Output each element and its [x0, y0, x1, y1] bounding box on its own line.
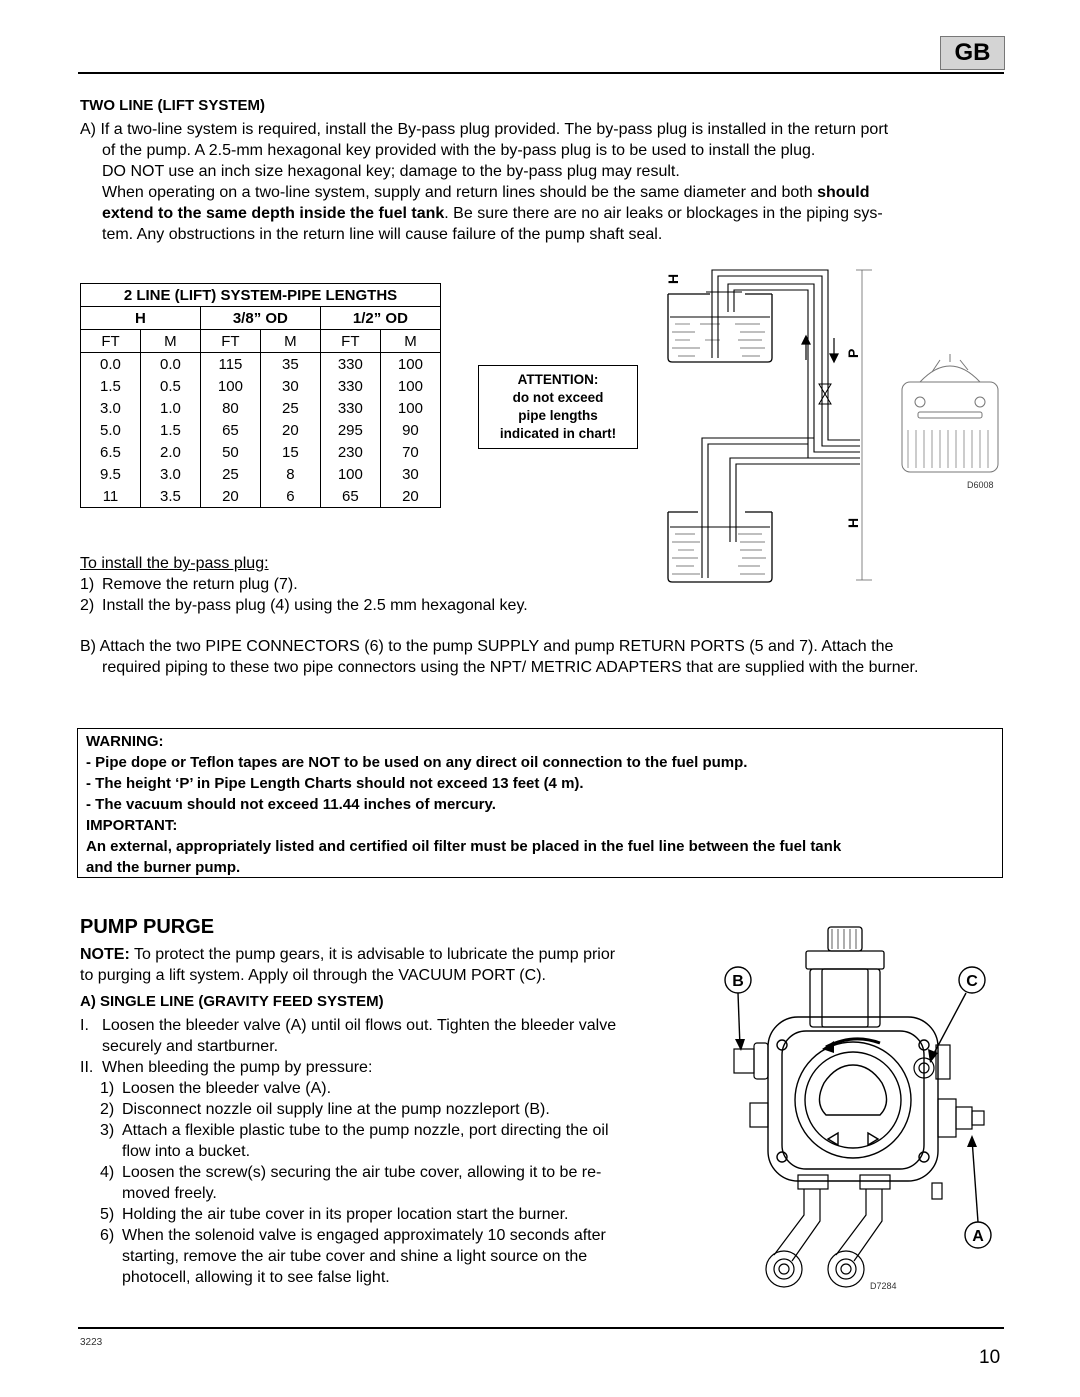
bleed-step-line-1: Loosen the bleeder valve (A). [122, 1080, 332, 1097]
bleed-step-text [122, 1078, 331, 1099]
pipe-table-cell: 15 [260, 441, 320, 463]
para-a-line-5a: extend to the same depth inside the fuel tank [102, 205, 445, 222]
attention-line-4: indicated in chart! [499, 426, 617, 441]
pipe-table-cell: 6.5 [81, 441, 141, 463]
single-line-heading: A) SINGLE LINE (GRAVITY FEED SYSTEM) [80, 993, 384, 1010]
bypass-step-1 [80, 574, 528, 595]
pipe-table-row [81, 463, 441, 485]
bleed-step [100, 1225, 700, 1267]
bleed-step-text [122, 1162, 601, 1204]
pipe-table-row [81, 375, 441, 397]
bypass-section [80, 553, 528, 616]
bypass-heading: To install the by-pass plug: [80, 555, 269, 572]
bleed-step-line-1: Disconnect nozzle oil supply line at the pump nozzleport (B). [122, 1101, 550, 1118]
para-a-line-5 [80, 203, 1010, 224]
para-a-line-3: DO NOT use an inch size hexagonal key; damage to the by-pass plug may result. [102, 163, 680, 180]
para-b [80, 636, 1010, 678]
callout-c-label: C [966, 973, 978, 990]
pipe-table-cell: 100 [380, 353, 440, 376]
bleed-step-text [122, 1099, 550, 1120]
pipe-table-cell: 295 [320, 419, 380, 441]
top-rule [78, 72, 1004, 74]
pipe-table-cell: 35 [260, 353, 320, 376]
para-a-line-4 [80, 182, 1010, 203]
vacuum-port [914, 1045, 950, 1079]
para-a-line-6: tem. Any obstructions in the return line will cause failure of the pump shaft seal. [102, 226, 663, 243]
unit-cell: M [380, 330, 440, 353]
pipe-table-38-header: 3/8” OD [200, 307, 320, 330]
bleed-step-line-2: starting, remove the air tube cover and shine a light source on the [122, 1248, 588, 1265]
language-badge: GB [940, 36, 1005, 70]
pipe-table-cell: 50 [200, 441, 260, 463]
two-line-heading: TWO LINE (LIFT SYSTEM) [80, 97, 265, 114]
pipe-table-row [81, 353, 441, 376]
pipe-table-cell: 3.0 [140, 463, 200, 485]
bleed-step [100, 1204, 700, 1225]
bleed-step-text [122, 1267, 390, 1288]
warning-box [77, 728, 1003, 878]
note-line-1 [80, 944, 700, 965]
pipe-table-cell: 11 [81, 485, 141, 508]
step-i [80, 1015, 700, 1036]
diagram1-code: D6008 [967, 480, 994, 490]
pipe-table-cell: 25 [260, 397, 320, 419]
unit-cell: FT [200, 330, 260, 353]
unit-cell: FT [81, 330, 141, 353]
pipe-table-cell: 100 [320, 463, 380, 485]
pipe-table-title: 2 LINE (LIFT) SYSTEM-PIPE LENGTHS [81, 284, 441, 307]
pump-purge-note [80, 944, 700, 986]
pipe-table-cell: 2.0 [140, 441, 200, 463]
para-a-line-4a: When operating on a two-line system, supply and return lines should be the same diameter and both [102, 184, 818, 201]
pipe-table-cell: 80 [200, 397, 260, 419]
pipe-table-cell: 330 [320, 397, 380, 419]
warning-heading: WARNING: [86, 733, 164, 750]
para-a-line-1: A) If a two-line system is required, install the By-pass plug provided. The by-pass plug is installed in the return port [80, 121, 889, 138]
callout-a-arrowhead [967, 1135, 977, 1147]
bypass-step-2-num: 2) [80, 597, 95, 614]
pipe-table-body [81, 353, 441, 508]
pipe-table-cell: 3.0 [81, 397, 141, 419]
warning-item-1: - Pipe dope or Teflon tapes are NOT to be used on any direct oil connection to the fuel pump. [86, 754, 748, 771]
callout-b-label: B [732, 973, 744, 990]
attention-line-3: pipe lengths [518, 408, 598, 423]
pipe-table-cell: 90 [380, 419, 440, 441]
pipe-table-12-header: 1/2” OD [320, 307, 440, 330]
bleed-step-num: 6) [100, 1227, 115, 1244]
pump-sketch [902, 354, 998, 472]
pipe-table-cell: 25 [200, 463, 260, 485]
pipe-table-cell: 1.5 [140, 419, 200, 441]
pipe-table-cell: 30 [260, 375, 320, 397]
page-number: 10 [979, 1347, 1001, 1368]
note-label: NOTE: [80, 946, 130, 963]
nozzle-port [734, 1043, 768, 1127]
pipe-table-cell: 65 [320, 485, 380, 508]
bleed-steps-list [80, 1078, 700, 1288]
pipe-table-cell: 8 [260, 463, 320, 485]
bleeder-valve [932, 1099, 984, 1199]
rotation-arrowhead-icon [822, 1041, 834, 1053]
pipe-table-cell: 0.0 [140, 353, 200, 376]
label-p: P [845, 348, 861, 358]
pipe-table-cell: 230 [320, 441, 380, 463]
lower-tank [668, 512, 772, 582]
pipe-table-cell: 30 [380, 463, 440, 485]
warning-item-2: - The height ‘P’ in Pipe Length Charts should not exceed 13 feet (4 m). [86, 775, 584, 792]
bleed-step-text [122, 1225, 606, 1267]
dimension-lines [856, 270, 872, 580]
warning-item-3: - The vacuum should not exceed 11.44 inches of mercury. [86, 796, 496, 813]
pipe-table-cell: 65 [200, 419, 260, 441]
para-a-line-2: of the pump. A 2.5-mm hexagonal key provided with the by-pass plug is to be used to install the plug. [102, 142, 816, 159]
important-text-2: and the burner pump. [86, 859, 241, 876]
valve-icon [819, 384, 831, 404]
bleed-step-line-1: Attach a flexible plastic tube to the pump nozzle, port directing the oil [122, 1122, 609, 1139]
two-line-paragraph [80, 119, 1010, 245]
lower-pipes [702, 438, 860, 578]
bleed-step-line-2: flow into a bucket. [122, 1143, 251, 1160]
bleed-step-text [122, 1204, 568, 1225]
important-heading: IMPORTANT: [86, 817, 178, 834]
pump-body [768, 1017, 938, 1181]
step-i-line-2: securely and startburner. [102, 1038, 279, 1055]
pipe-table-cell: 0.0 [81, 353, 141, 376]
bleed-step-num: 4) [100, 1164, 115, 1181]
upper-tank [668, 294, 772, 362]
pump-purge-steps [80, 1015, 700, 1288]
pipe-table-cell: 100 [200, 375, 260, 397]
label-h-top: H [665, 273, 681, 284]
pipe-table-cell: 0.5 [140, 375, 200, 397]
bleed-step [100, 1078, 700, 1099]
unit-cell: M [140, 330, 200, 353]
step-ii-num: II. [80, 1059, 94, 1076]
bleed-step [100, 1120, 700, 1162]
pipe-table-cell: 1.0 [140, 397, 200, 419]
bypass-step-2-text: Install the by-pass plug (4) using the 2.5 mm hexagonal key. [102, 597, 528, 614]
unit-cell: M [260, 330, 320, 353]
pipe-table-cell: 100 [380, 375, 440, 397]
pipe-table-cell: 1.5 [81, 375, 141, 397]
step-ii-text: When bleeding the pump by pressure: [102, 1059, 373, 1076]
pipe-table-cell: 20 [380, 485, 440, 508]
pipe-table-row [81, 441, 441, 463]
bleed-step-line-2: moved freely. [122, 1185, 217, 1202]
note-line-2: to purging a lift system. Apply oil through the VACUUM PORT (C). [80, 967, 546, 984]
step-i-num: I. [80, 1017, 89, 1034]
unit-cell: FT [320, 330, 380, 353]
pipe-table-units-row [81, 330, 441, 353]
pipe-table-cell: 9.5 [81, 463, 141, 485]
pipe-table-cell: 330 [320, 353, 380, 376]
pipe-table-cell: 20 [260, 419, 320, 441]
pipe-table-cell: 115 [200, 353, 260, 376]
bleed-step-line-1: Holding the air tube cover in its proper location start the burner. [122, 1206, 569, 1223]
para-b-line-1: B) Attach the two PIPE CONNECTORS (6) to the pump SUPPLY and pump RETURN PORTS (5 and 7). Attach the [80, 638, 894, 655]
pipe-table-cell: 6 [260, 485, 320, 508]
bleed-step-line-1: When the solenoid valve is engaged approximately 10 seconds after [122, 1227, 606, 1244]
bleed-step-line-1: Loosen the screw(s) securing the air tube cover, allowing it to be re- [122, 1164, 602, 1181]
step-i-line-1: Loosen the bleeder valve (A) until oil flows out. Tighten the bleeder valve [102, 1017, 617, 1034]
pipe-table-cell: 100 [380, 397, 440, 419]
label-h-bottom: H [845, 517, 861, 528]
bleed-step-num [100, 1267, 122, 1288]
upper-pipes [706, 270, 860, 458]
pipe-table-cell: 330 [320, 375, 380, 397]
bleed-step-num: 2) [100, 1101, 115, 1118]
para-a-line-4b: should [817, 184, 870, 201]
lift-system-diagram [650, 262, 1030, 592]
attention-box [478, 365, 638, 449]
attention-line-2: do not exceed [512, 390, 604, 405]
bypass-step-2 [80, 595, 528, 616]
bypass-step-1-num: 1) [80, 576, 95, 593]
pump-purge-title: PUMP PURGE [80, 916, 215, 938]
bleed-step [100, 1099, 700, 1120]
para-a-line-5b: . Be sure there are no air leaks or blockages in the piping sys- [444, 205, 883, 222]
note-text-1: To protect the pump gears, it is advisable to lubricate the pump prior [129, 946, 616, 963]
pipe-table-cell: 5.0 [81, 419, 141, 441]
bottom-rule [78, 1327, 1004, 1329]
callout-c-leader [932, 993, 966, 1057]
diagram2-code: D7284 [870, 1281, 897, 1291]
pipe-table-row [81, 485, 441, 508]
para-b-line-2: required piping to these two pipe connectors using the NPT/ METRIC ADAPTERS that are supplied with the burner. [102, 659, 919, 676]
step-ii [80, 1057, 700, 1078]
attention-line-1: ATTENTION: [517, 372, 599, 387]
pipe-table-cell: 70 [380, 441, 440, 463]
pipe-table-row [81, 397, 441, 419]
bottom-ports [766, 1175, 890, 1287]
callout-b-leader [738, 993, 740, 1047]
solenoid-coil [806, 927, 884, 1027]
bleed-step [100, 1162, 700, 1204]
bleed-step-num: 1) [100, 1080, 115, 1097]
bleed-step-text [122, 1120, 609, 1162]
pipe-table-row [81, 419, 441, 441]
callout-a-label: A [972, 1228, 984, 1245]
direction-arrows [802, 336, 838, 362]
pump-diagram [710, 925, 1020, 1300]
document-code: 3223 [80, 1337, 103, 1348]
bleed-step-line-1: photocell, allowing it to see false light. [122, 1269, 390, 1286]
callout-a-leader [972, 1139, 978, 1222]
bleed-step-num: 3) [100, 1122, 115, 1139]
important-text-1: An external, appropriately listed and certified oil filter must be placed in the fuel line between the fuel tank [86, 838, 842, 855]
bypass-step-1-text: Remove the return plug (7). [102, 576, 298, 593]
bleed-step [100, 1267, 700, 1288]
pipe-table-cell: 3.5 [140, 485, 200, 508]
pipe-length-table [80, 283, 441, 508]
pipe-table-cell: 20 [200, 485, 260, 508]
bleed-step-num: 5) [100, 1206, 115, 1223]
pipe-table-h-header: H [81, 307, 201, 330]
